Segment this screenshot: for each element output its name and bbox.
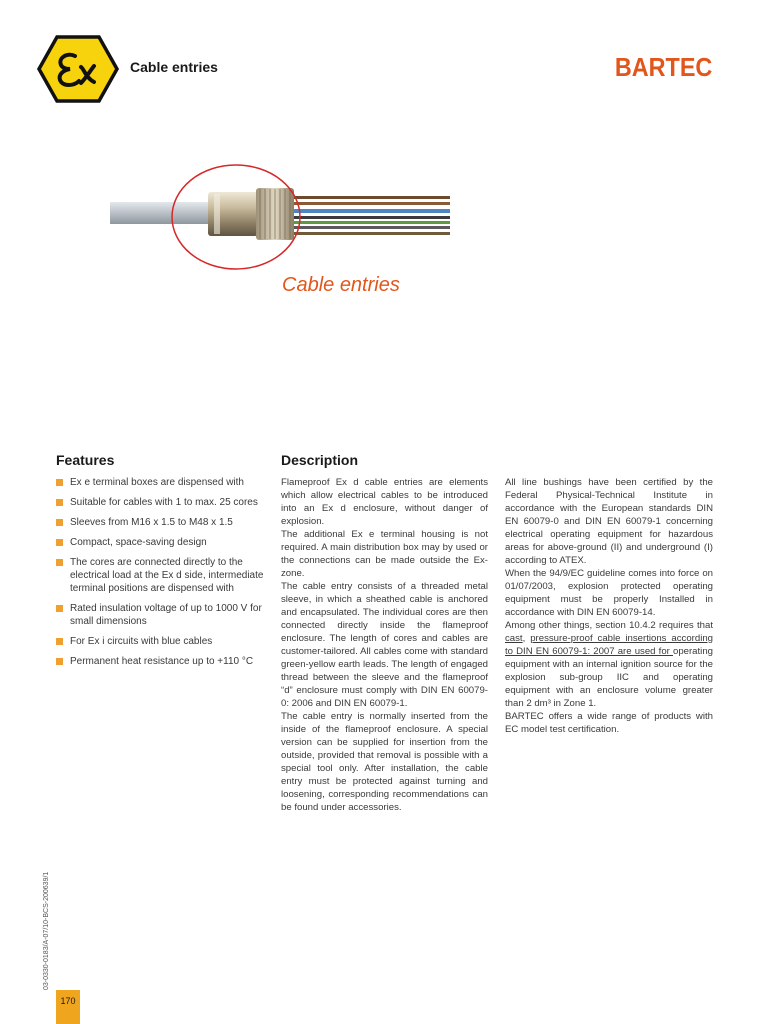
- description-heading: Description: [281, 452, 359, 468]
- feature-item: Ex e terminal boxes are dispensed with: [56, 476, 266, 489]
- underlined-text: pressure-proof cable insertions according to DIN EN 60079-1: 2007 are used for: [505, 633, 713, 657]
- description-paragraph: BARTEC offers a wide range of products with EC model test certification.: [505, 711, 713, 735]
- description-paragraph: The cable entry consists of a threaded metal sleeve, in which a sheathed cable is anchored and encapsulated. The individual cores are then connected directly inside the flameproof enclosure. The length of cores and cables are customer-tailored. All cables come with standard green-yellow earth leads. The length of engaged thread between the sleeve and the flameproof “d” enclosure must comply with DIN EN 60079-0: 2006 and DIN EN 60079-1.: [281, 581, 488, 709]
- feature-item: Suitable for cables with 1 to max. 25 cores: [56, 496, 266, 509]
- page-number: 170: [60, 996, 76, 1006]
- square-bullet-icon: [56, 499, 63, 506]
- description-paragraph: The cable entry is normally inserted from the inside of the flameproof enclosure. A special version can be supplied for insertion from the outside, provided that removal is possible with a special tool only. After installation, the cable entry must be protected against turning and loosening, corresponding recommendations can be found under accessories.: [281, 711, 488, 813]
- header-title: Cable entries: [130, 59, 218, 75]
- hero-caption: Cable entries: [282, 274, 400, 296]
- square-bullet-icon: [56, 605, 63, 612]
- description-paragraph: The additional Ex e terminal housing is not required. A main distribution box may by used or the connections can be made outside the Ex-zone.: [281, 529, 488, 579]
- feature-item: Rated insulation voltage of up to 1000 V for small dimensions: [56, 602, 266, 628]
- bartec-brand-logo: BARTEC: [614, 52, 712, 82]
- square-bullet-icon: [56, 479, 63, 486]
- feature-item: The cores are connected directly to the electrical load at the Ex d side, intermediate terminal positions are dispensed with: [56, 556, 266, 595]
- feature-item: Permanent heat resistance up to +110 °C: [56, 655, 266, 668]
- description-paragraph: Among other things, section 10.4.2 requires that cast, pressure-proof cable insertions according to DIN EN 60079-1: 2007 are used for operating equipment with an internal ignition source for the explosion sub-group IIC and operating equipment with an enclosure volume greater than 2 dm³ in Zone 1.: [505, 620, 713, 709]
- description-column-1: [281, 476, 488, 814]
- square-bullet-icon: [56, 519, 63, 526]
- feature-item: Compact, space-saving design: [56, 536, 266, 549]
- feature-item: Sleeves from M16 x 1.5 to M48 x 1.5: [56, 516, 266, 529]
- features-list: [56, 476, 266, 675]
- description-paragraph: All line bushings have been certified by the Federal Physical-Technical Institute in accordance with the European standards DIN EN 60079-0 and DIN EN 60079-1 concerning electrical operating equipment for hazardous areas for above-ground (II) and underground (I) according to ATEX.: [505, 477, 713, 566]
- square-bullet-icon: [56, 559, 63, 566]
- description-column-2: [505, 476, 713, 736]
- underlined-text: cast: [505, 633, 523, 644]
- features-heading: Features: [56, 452, 115, 468]
- square-bullet-icon: [56, 539, 63, 546]
- ex-explosion-protection-logo: [36, 34, 120, 104]
- square-bullet-icon: [56, 638, 63, 645]
- document-code: 03-0330-0183/A-07/10-BCS-200639/1: [43, 871, 50, 990]
- feature-item: For Ex i circuits with blue cables: [56, 635, 266, 648]
- square-bullet-icon: [56, 658, 63, 665]
- description-paragraph: Flameproof Ex d cable entries are elements which allow electrical cables to be introduced into an Ex d enclosure, without danger of explosion.: [281, 477, 488, 527]
- description-paragraph: When the 94/9/EC guideline comes into force on 01/07/2003, explosion protected operating equipment must be properly Installed in accordance with DIN EN 60079-14.: [505, 568, 713, 618]
